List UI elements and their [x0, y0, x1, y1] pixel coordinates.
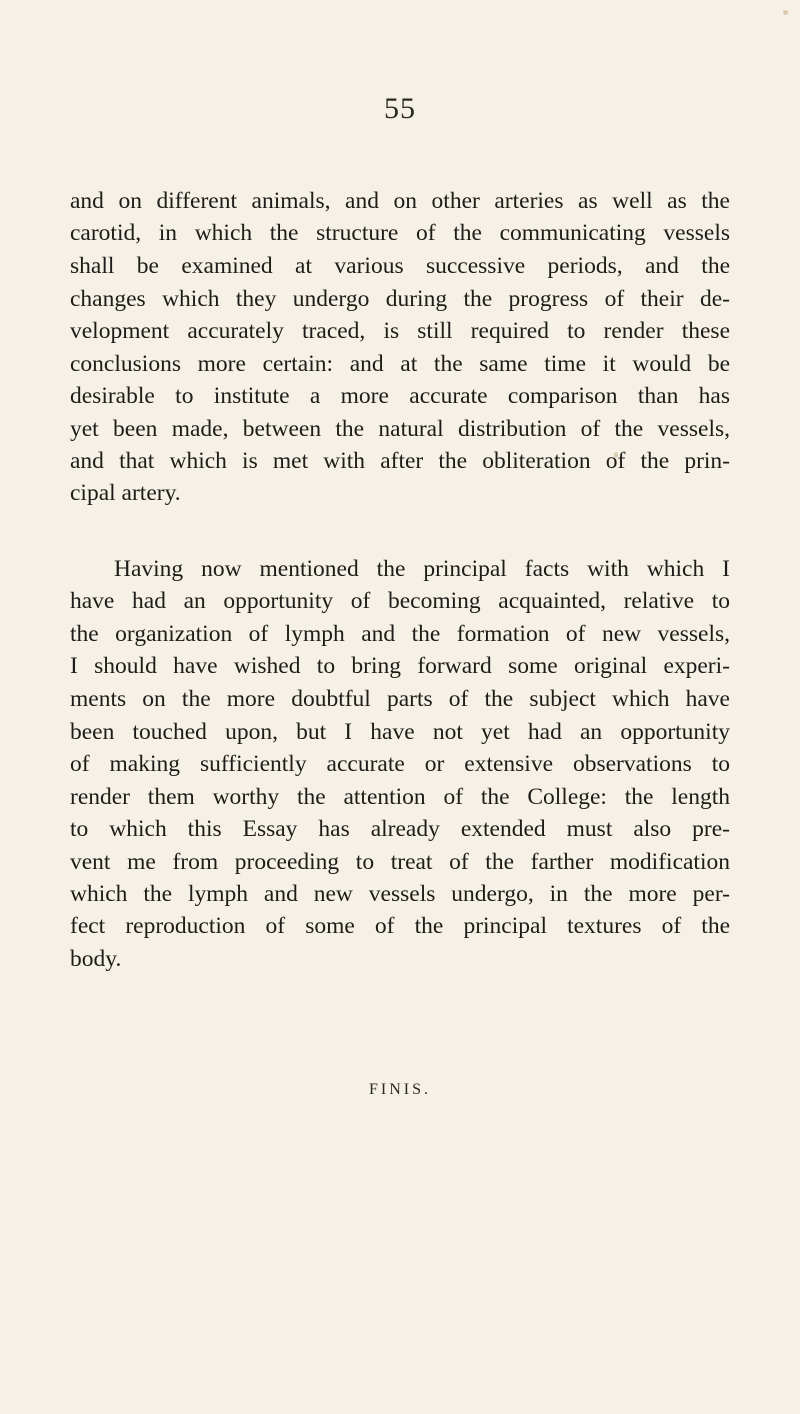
text-line: render them worthy the attention of the College: the length — [70, 784, 730, 810]
text-line: and that which is met with after the obliteration of the prin- — [70, 448, 730, 474]
text-line: body. — [70, 946, 122, 972]
text-line: vent me from proceeding to treat of the farther modification — [70, 849, 730, 875]
text-line: desirable to institute a more accurate comparison than has — [70, 383, 730, 409]
finis-mark: FINIS. — [368, 1081, 431, 1098]
text-line: which the lymph and new vessels undergo, in the more per- — [70, 881, 730, 907]
text-line: been touched upon, but I have not yet had an opportunity — [70, 719, 730, 745]
text-line: of making sufficiently accurate or extensive observations to — [70, 751, 730, 777]
text-line: carotid, in which the structure of the communicating vessels — [70, 220, 730, 246]
text-line: conclusions more certain: and at the same time it would be — [70, 351, 730, 377]
page-number: 55 — [384, 92, 416, 125]
text-line: the organization of lymph and the formation of new vessels, — [70, 621, 730, 647]
text-line: changes which they undergo during the progress of their de- — [70, 286, 730, 312]
text-line: fect reproduction of some of the principal textures of the — [70, 913, 730, 939]
text-line: Having now mentioned the principal facts with which I — [114, 556, 730, 582]
text-line: shall be examined at various successive periods, and the — [70, 253, 730, 279]
text-line: to which this Essay has already extended must also pre- — [70, 816, 730, 842]
text-line: I should have wished to bring forward some original experi- — [70, 653, 730, 679]
text-line: cipal artery. — [70, 480, 181, 506]
text-line: and on different animals, and on other arteries as well as the — [70, 188, 730, 214]
text-line: yet been made, between the natural distribution of the vessels, — [70, 416, 730, 442]
text-line: velopment accurately traced, is still required to render these — [70, 318, 730, 344]
text-line: have had an opportunity of becoming acquainted, relative to — [70, 588, 730, 614]
text-line: ments on the more doubtful parts of the subject which have — [70, 686, 730, 712]
paper-speck — [783, 10, 788, 15]
